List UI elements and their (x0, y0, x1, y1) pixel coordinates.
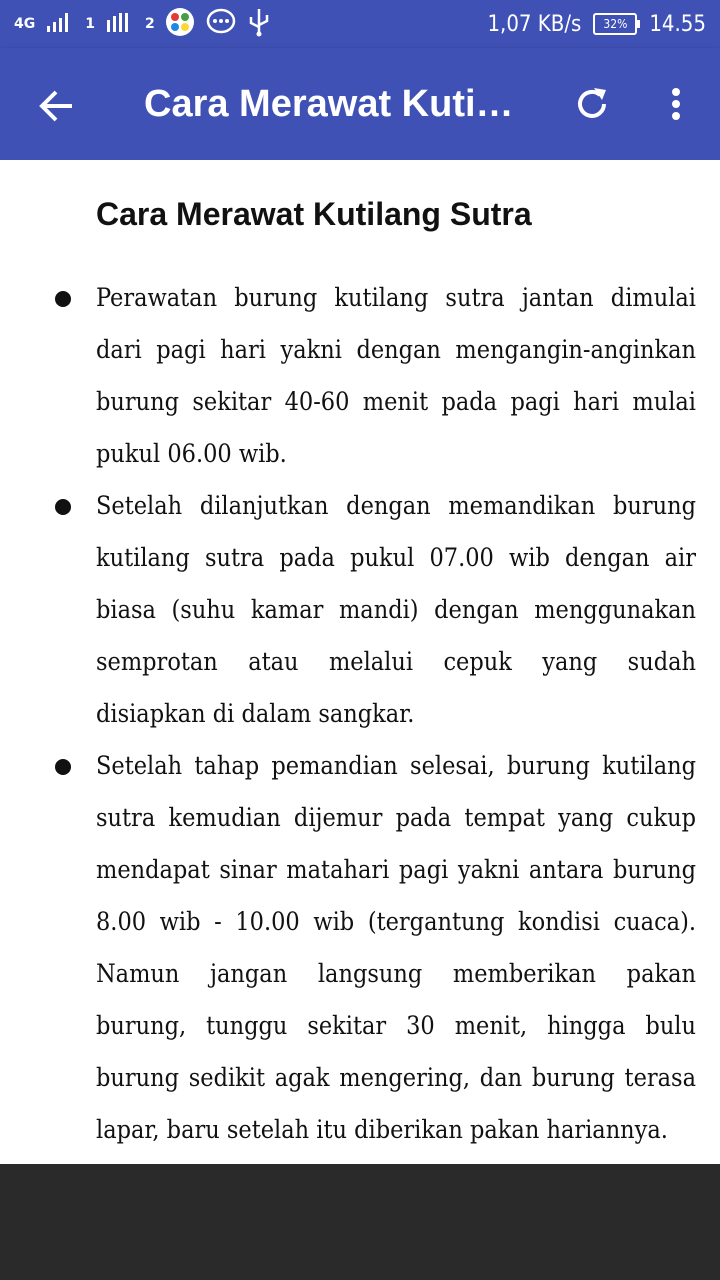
toolbar-title: Cara Merawat Kutil… (144, 83, 524, 125)
sim2-label: 2 (144, 16, 155, 32)
messenger-icon (205, 7, 237, 41)
network-speed: 1,07 KB/s (487, 11, 582, 37)
list-item (0, 740, 720, 1156)
arrow-back-icon[interactable] (30, 80, 82, 132)
app-notification-icon (165, 7, 195, 41)
list-item (0, 272, 720, 480)
paragraph-text: Setelah dilanjutkan dengan memandikan burung kutilang sutra pada pukul 07.00 wib dengan air biasa (suhu kamar mandi) dengan menggunakan semprotan atau melalui cepuk yang sudah disiapkan di dalam sangkar. (96, 491, 696, 728)
more-vertical-icon[interactable] (650, 78, 702, 130)
refresh-icon[interactable] (566, 78, 618, 130)
sim1-label: 1 (85, 16, 95, 32)
bullet-icon (55, 499, 71, 515)
clock: 14.55 (649, 11, 706, 37)
usb-icon (247, 7, 271, 41)
network-type: 4G (14, 16, 36, 32)
toolbar (0, 48, 720, 160)
bullet-icon (55, 291, 71, 307)
status-right (487, 6, 706, 42)
article-list (0, 272, 720, 1156)
paragraph-text: Perawatan burung kutilang sutra jantan dimulai dari pagi hari yakni dengan mengangin-anginkan burung sekitar 40-60 menit pada pagi hari mulai pukul 06.00 wib. (96, 283, 696, 468)
signal-icon (105, 10, 135, 38)
battery-indicator: 32% (593, 13, 637, 35)
article-title: Cara Merawat Kutilang Sutra (96, 196, 532, 232)
list-item (0, 480, 720, 740)
status-bar (0, 0, 720, 48)
bullet-icon (55, 759, 71, 775)
article-content[interactable] (0, 160, 720, 1164)
signal-icon (45, 10, 75, 38)
paragraph-text: Setelah tahap pemandian selesai, burung kutilang sutra kemudian dijemur pada tempat yang cukup mendapat sinar matahari pagi yakni antara burung 8.00 wib - 10.00 wib (tergantung kondisi cuaca). Namun jangan langsung memberikan pakan burung, tunggu sekitar 30 menit, hingga bulu burung sedikit agak mengering, dan burung terasa lapar, baru setelah itu diberikan pakan hariannya. (96, 751, 696, 1144)
status-left (14, 6, 271, 42)
navigation-bar (0, 1164, 720, 1280)
